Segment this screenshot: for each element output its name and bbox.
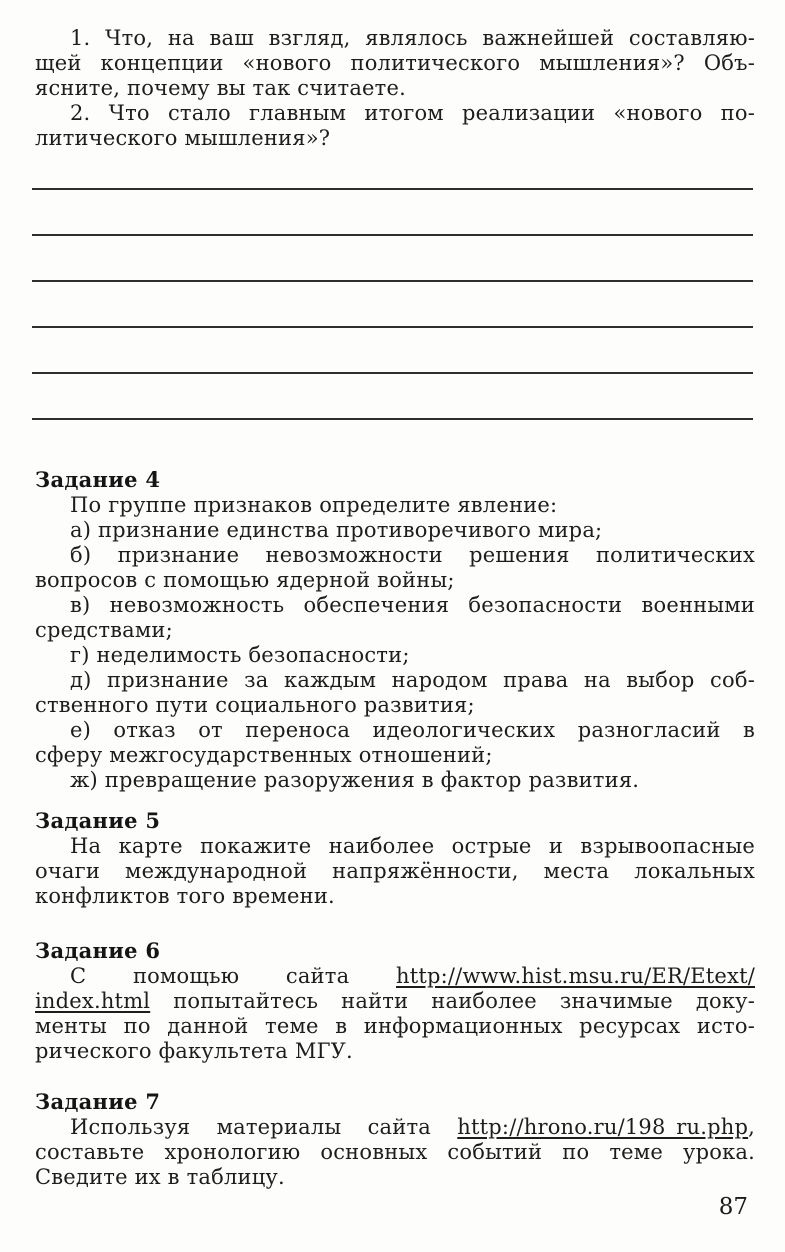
- text-line: составьте хронологию основных событий по теме урока.: [35, 1140, 755, 1164]
- text-line: сферу межгосударственных отношений;: [35, 743, 493, 767]
- list-item-zh: ж) превращение разоружения в фактор развития.: [70, 768, 640, 792]
- answer-area: [32, 188, 753, 464]
- text-run: Используя материалы сайта: [70, 1115, 458, 1139]
- text-run: попытайтесь найти наиболее значимые доку-: [150, 989, 755, 1013]
- answer-line: [32, 234, 753, 280]
- text-line: 2. Что стало главным итогом реализации «нового по-: [70, 101, 755, 125]
- text-line: щей концепции «нового политического мышления»? Объ-: [35, 51, 755, 75]
- text-line: [35, 989, 755, 1014]
- text-line: 1. Что, на ваш взгляд, являлось важнейшей составляю-: [70, 26, 755, 50]
- list-item-v: в) невозможность обеспечения безопасности военными: [70, 593, 755, 617]
- text-line: рического факультета МГУ.: [35, 1039, 353, 1063]
- text-line: литического мышления»?: [35, 126, 331, 150]
- text-run: С помощью сайта: [70, 964, 396, 988]
- list-item-a: а) признание единства противоречивого мира;: [70, 518, 603, 542]
- text-line: вопросов с помощью ядерной войны;: [35, 568, 455, 592]
- text-line: очаги международной напряжённости, места локальных: [35, 859, 755, 883]
- answer-line: [32, 372, 753, 418]
- answer-line: [32, 418, 753, 464]
- task-4: [35, 466, 755, 793]
- text-run: ,: [748, 1115, 755, 1139]
- list-item-b: б) признание невозможности решения политических: [70, 543, 755, 567]
- text-line: На карте покажите наиболее острые и взрывоопасные: [70, 834, 755, 858]
- text-line: конфликтов того времени.: [35, 884, 335, 908]
- task7-heading: Задание 7: [35, 1089, 161, 1114]
- hrono-url-text: http://hrono.ru/198_ru.php: [457, 1115, 749, 1139]
- task-5: [35, 807, 755, 909]
- hist-msu-url-text: http://www.hist.msu.ru/ER/Etext/: [395, 964, 755, 988]
- task4-heading: Задание 4: [35, 467, 161, 492]
- answer-line: [32, 326, 753, 372]
- text-column: [35, 26, 755, 1190]
- question-2: [35, 101, 755, 151]
- task5-heading: Задание 5: [35, 808, 161, 833]
- list-item-e: е) отказ от переноса идеологических разногласий в: [70, 718, 755, 742]
- question-1: [35, 26, 755, 101]
- text-line: Сведите их в таблицу.: [35, 1165, 285, 1189]
- task6-heading: Задание 6: [35, 938, 161, 963]
- task-7: [35, 1088, 755, 1190]
- text-line: менты по данной теме в информационных ресурсах исто-: [35, 1014, 755, 1038]
- text-line: средствами;: [35, 618, 173, 642]
- text-line: По группе признаков определите явление:: [70, 493, 558, 517]
- hist-msu-url-text: index.html: [35, 989, 151, 1013]
- text-line: ясните, почему вы так считаете.: [35, 76, 406, 100]
- text-line: ственного пути социального развития;: [35, 693, 475, 717]
- text-line: [35, 1115, 755, 1140]
- list-item-g: г) неделимость безопасности;: [70, 643, 410, 667]
- task-6: [35, 937, 755, 1064]
- answer-line: [32, 188, 753, 234]
- text-line: [35, 964, 755, 989]
- answer-line: [32, 280, 753, 326]
- page-number: 87: [718, 1194, 748, 1220]
- list-item-d: д) признание за каждым народом права на выбор соб-: [70, 668, 755, 692]
